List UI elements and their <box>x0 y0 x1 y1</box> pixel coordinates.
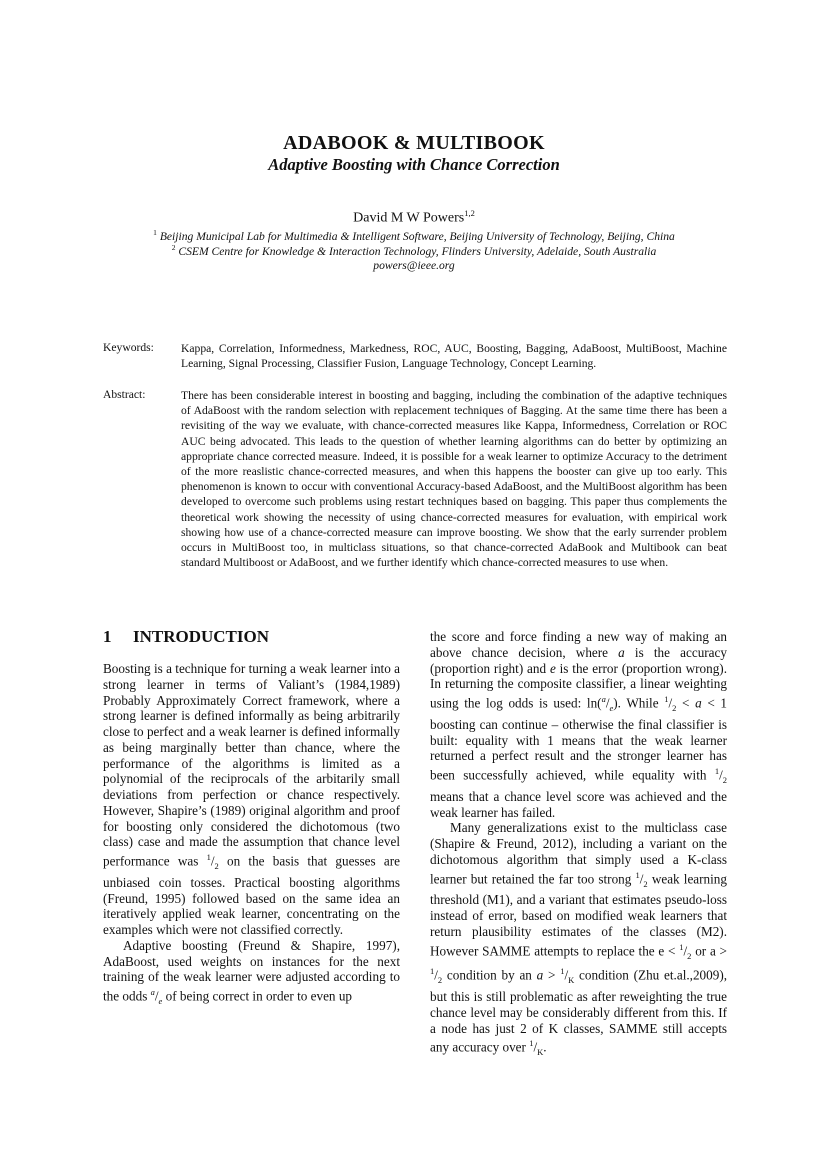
text-run: is the error (proportion wrong). In returning the composite classifier, a linear weighting using the log odds is used: ln( <box>430 660 727 711</box>
text-run: Adaptive boosting (Freund & Shapire, 1997), AdaBoost, used weights on instances for the next training of the weak learner were adjusted according to the odds <box>103 937 400 1004</box>
fraction-num: 1 <box>560 966 565 977</box>
text-run: weak learning threshold (M1), and a variant that estimates pseudo-loss instead of error, based on modified weak learners that return plausibility estimates of the classes (M2). However SAMME attempts to replace the e < <box>430 870 727 958</box>
fraction-num: 1 <box>714 766 720 777</box>
affiliation-1 <box>0 228 828 243</box>
section-number: 1 <box>103 627 112 646</box>
text-run: ). While <box>613 695 665 711</box>
intro-paragraph-1: Boosting is a technique for turning a weak learner into a strong learner in terms of Valiant’s (1984,1989) Probably Approximately Correct framework, where a strong learner is defined informally as being arbitrarily close to perfect and a weak learner is defined informally as being marginally better than chance, where the performance of the algorithms is limited as a polynomial of the reciprocals of the arbitarily small deviations from perfection or chance respectively. However, Shapire’s (1989) original algorithm and proof for boosting only considered the dichotomous (two class) case and made the assumption that chance level performance was $^1/_2$ on the basis that guesses are unbiased coin tosses. Practical boosting algorithms (Freund, 1995) followed based on the same idea an iteratively applied weak learner, concentrating on the examples which were not classified correctly. <box>103 661 401 938</box>
affiliation-1-sup: 1 <box>153 228 157 237</box>
intro-paragraph-3: Many generalizations exist to the multiclass case (Shapire & Freund, 2012), including a variant on the dichotomous algorithm that simply used a K-class learner but retained the far too strong $^1/_2$ weak learning threshold (M1), and a variant that estimates pseudo-loss instead of error, based on modified weak learners that return plausibility estimates of the classes (M2). However SAMME attempts to replace the $e < ^1/_2$ or $a > ^1/_2$ condition by an $a > ^1/_K$ condition (Zhu et.al.,2009), but this is still problematic as after reweighting the true chance level may be considerably different from this. If a node has just 2 of K classes, SAMME still accepts any accuracy over $^1/_K$. <box>430 820 728 1058</box>
text-run: is the accuracy (proportion right) and <box>430 644 727 676</box>
left-column <box>103 661 400 1010</box>
fraction-den: K <box>568 975 575 986</box>
fraction-num: a <box>150 987 155 998</box>
paper-subtitle: Adaptive Boosting with Chance Correction <box>268 155 560 174</box>
fraction-num: 1 <box>664 694 669 704</box>
text-run: means that a chance level score was achieved and the weak learner has failed. <box>430 788 727 820</box>
text-run: of being correct in order to even up <box>162 988 353 1004</box>
right-column <box>430 629 727 1061</box>
text-run: on the basis that guesses are unbiased coin tosses. Practical boosting algorithms (Freund, 1995) followed based on the same idea an iteratively applied weak learner, concentrating on the examples which were not classified correctly. <box>103 853 401 938</box>
text-run: < <box>676 695 696 711</box>
variable-a: a <box>618 644 625 660</box>
fraction-den: 2 <box>672 703 677 714</box>
text-run: Many generalizations exist to the multiclass case (Shapire & Freund, 2012), including a variant on the dichotomous algorithm that simply used a K-class learner but retained the far too strong <box>430 820 727 886</box>
affiliation-2 <box>0 243 828 258</box>
fraction-num: 1 <box>206 852 211 862</box>
fraction-num: 1 <box>529 1038 534 1049</box>
fraction-den: K <box>537 1047 544 1058</box>
abstract-label: Abstract: <box>103 388 146 401</box>
text-run: condition (Zhu et.al.,2009), but this is still problematic as after reweighting the true chance level may be considerably different from this. If a node has just 2 of K classes, SAMME still accepts any accuracy over <box>430 967 728 1055</box>
text-run: > <box>543 967 561 983</box>
fraction-den: 2 <box>722 775 727 786</box>
fraction-den: 2 <box>643 878 648 889</box>
fraction-num: a <box>601 694 606 704</box>
keywords-text: Kappa, Correlation, Informedness, Markedness, ROC, AUC, Boosting, Bagging, AdaBoost, MultiBoost, Machine Learning, Signal Processing, Classifier Fusion, Language Technology, Concept Learning. <box>181 342 727 371</box>
fraction-den: e <box>158 996 163 1007</box>
keywords-label: Keywords: <box>103 341 154 354</box>
variable-a: a <box>695 695 702 711</box>
author-email: powers@ieee.org <box>373 259 455 272</box>
fraction-num: 1 <box>635 869 640 880</box>
affiliation-2-text: CSEM Centre for Knowledge & Interaction Technology, Flinders University, Adelaide, South Australia <box>178 244 657 258</box>
fraction-den: 2 <box>687 950 692 961</box>
fraction-den: e <box>609 703 614 714</box>
text-run: or a > <box>691 942 727 958</box>
fraction-num: 1 <box>679 941 684 952</box>
section-heading <box>103 627 269 647</box>
author-sup: 1,2 <box>464 208 475 218</box>
section-title: INTRODUCTION <box>133 627 270 646</box>
fraction-num: 1 <box>430 966 435 977</box>
fraction-den: 2 <box>437 975 443 986</box>
text-run: condition by an <box>442 967 537 983</box>
affiliation-2-sup: 2 <box>171 243 176 252</box>
paper-title: ADABOOK & MULTIBOOK <box>283 132 545 154</box>
variable-e: e <box>549 660 556 676</box>
abstract-text: There has been considerable interest in boosting and bagging, including the combination of the adaptive techniques of AdaBoost with the random selection with replacement techniques of Bagging. At the same time there has been a revisiting of the way we evaluate, with chance-corrected measures like Kappa, Informedness, Correlation or ROC AUC being advocated. This leads to the question of whether learning algorithms can do better by optimizing an appropriate chance corrected measure. Indeed, it is possible for a weak learner to optimize Accuracy to the detriment of the more reaslistic chance-corrected measures, and when this happens the booster can give up too early. This phenomenon is known to occur with conventional Accuracy-based AdaBoost, and the MultiBoost algorithm has been developed to overcome such problems using restart techniques based on bagging. This paper thus complements the theoretical work showing the necessity of using chance-corrected measures for evaluation, with empirical work showing how use of a chance-corrected measure can improve boosting. We show that the early surrender problem occurs in MultiBoost too, in multiclass situations, so that chance-corrected AdaBook and Multibook can beat standard Multiboost or AdaBoost, and we further identify which chance-corrected measures to use when. <box>181 389 727 570</box>
text-run: . <box>543 1039 547 1055</box>
author-line <box>0 208 828 227</box>
variable-a: a <box>536 967 544 983</box>
intro-paragraph-2-cont: the score and force finding a new way of making an above chance decision, where a is the accuracy (proportion right) and e is the error (proportion wrong). In returning the composite classifier, a linear weighting using the log odds is used: $\ln(^a/_e)$. While $^1/_2 < a < 1$ boosting can continue – otherwise the final classifier is built: equality with 1 means that the weak learner returned a perfect result and the stronger learner has been successfully achieved, while equality with $^1/_2$ means that a chance level score was achieved and the weak learner has failed. <box>430 629 728 820</box>
fraction-den: 2 <box>214 861 219 872</box>
author-name: David M W Powers <box>353 210 465 226</box>
text-run: < 1 boosting can continue – otherwise the final classifier is built: equality with 1 means that the weak learner returned a perfect result and the stronger learner has been successfully achieved, while equality with <box>430 695 728 783</box>
intro-paragraph-2: Adaptive boosting (Freund & Shapire, 1997), AdaBoost, used weights on instances for the next training of the weak learner were adjusted according to the odds $^a/_e$ of being correct in order to even up <box>103 937 400 1007</box>
text-run: Boosting is a technique for turning a weak learner into a strong learner in terms of Valiant’s (1984,1989) Probably Approximately Correct framework, where a strong learner is defined informally as being arbitrarily close to perfect and a weak learner is defined informally as being marginally better than chance, where the performance of the algorithms is limited as a polynomial of the reciprocals of the arbitarily small deviations from perfection or chance respectively. However, Shapire’s (1989) original algorithm and proof for boosting only considered the dichotomous (two class) case and made the assumption that chance level performance was <box>103 661 400 869</box>
affiliation-1-text: Beijing Municipal Lab for Multimedia & Intelligent Software, Beijing University of Technology, Beijing, China <box>159 229 675 243</box>
